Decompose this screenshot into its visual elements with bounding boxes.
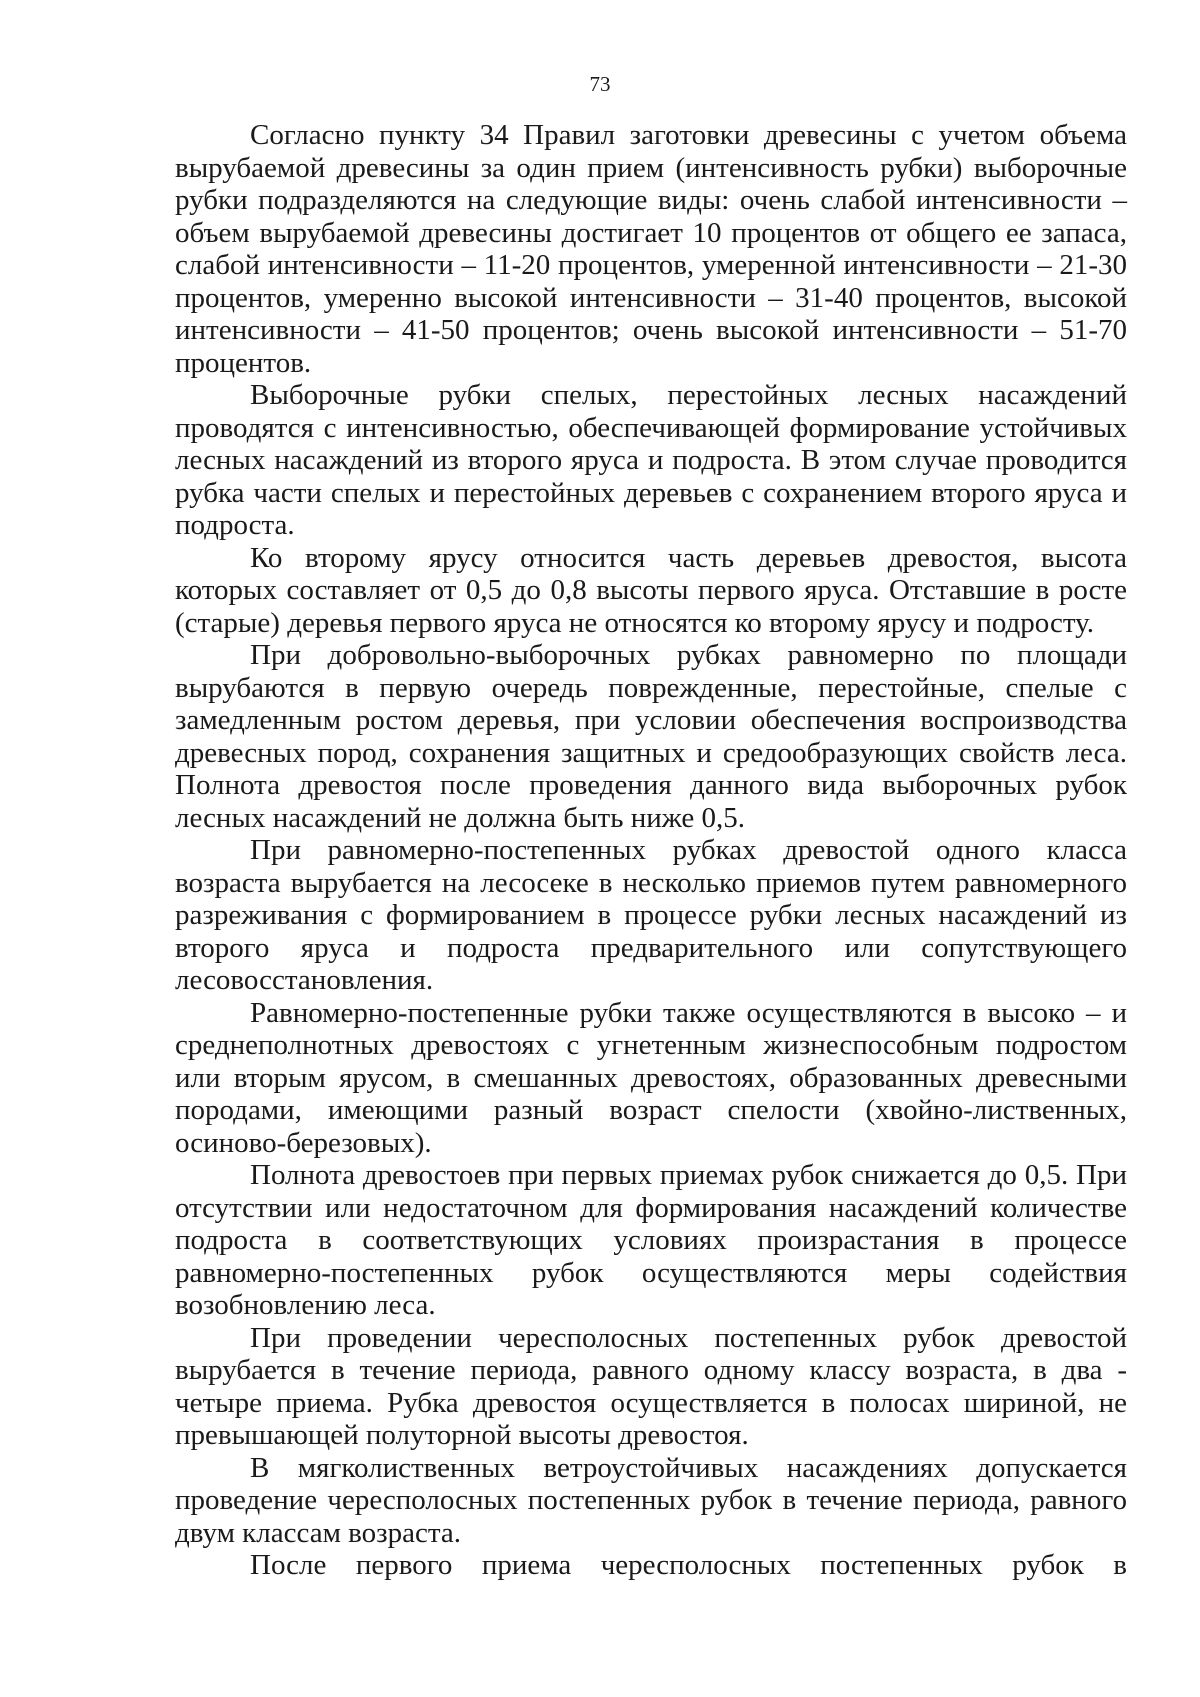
document-body xyxy=(175,119,1127,1582)
paragraph-10: После первого приема чересполосных постепенных рубок в xyxy=(250,1549,1127,1581)
paragraph-9: В мягколиственных ветроустойчивых насаждениях допускается проведение чересполосных постепенных рубок в течение периода, равного двум классам возраста. xyxy=(175,1451,1127,1549)
paragraph-6: Равномерно-постепенные рубки также осуществляются в высоко – и среднеполнотных древостоях с угнетенным жизнеспособным подростом или вторым ярусом, в смешанных древостоях, образованных древесными породами, имеющими разный возраст спелости (хвойно-лиственных, осиново-березовых). xyxy=(175,996,1127,1159)
paragraph-3: Ко второму ярусу относится часть деревьев древостоя, высота которых составляет от 0,5 до 0,8 высоты первого яруса. Отставшие в росте (старые) деревья первого яруса не относятся ко второму ярусу и подросту. xyxy=(175,541,1127,639)
paragraph-7: Полнота древостоев при первых приемах рубок снижается до 0,5. При отсутствии или недостаточном для формирования насаждений количестве подроста в соответствующих условиях произрастания в процессе равномерно-постепенных рубок осуществляются меры содействия возобновлению леса. xyxy=(175,1159,1127,1321)
page-number: 73 xyxy=(589,72,611,96)
paragraph-2: Выборочные рубки спелых, перестойных лесных насаждений проводятся с интенсивностью, обеспечивающей формирование устойчивых лесных насаждений из второго яруса и подроста. В этом случае проводится рубка части спелых и перестойных деревьев с сохранением второго яруса и подроста. xyxy=(175,379,1127,541)
paragraph-8: При проведении чересполосных постепенных рубок древостой вырубается в течение периода, равного одному классу возраста, в два - четыре приема. Рубка древостоя осуществляется в полосах шириной, не превышающей полуторной высоты древостоя. xyxy=(175,1321,1127,1451)
paragraph-4: При добровольно-выборочных рубках равномерно по площади вырубаются в первую очередь поврежденные, перестойные, спелые с замедленным ростом деревья, при условии обеспечения воспроизводства древесных пород, сохранения защитных и средообразующих свойств леса. Полнота древостоя после проведения данного вида выборочных рубок лесных насаждений не должна быть ниже 0,5. xyxy=(175,639,1127,834)
paragraph-1: Согласно пункту 34 Правил заготовки древесины с учетом объема вырубаемой древесины за один прием (интенсивность рубки) выборочные рубки подразделяются на следующие виды: очень слабой интенсивности – объем вырубаемой древесины достигает 10 процентов от общего ее запаса, слабой интенсивности – 11-20 процентов, умеренной интенсивности – 21-30 процентов, умеренно высокой интенсивности – 31-40 процентов, высокой интенсивности – 41-50 процентов; очень высокой интенсивности – 51-70 процентов. xyxy=(175,119,1127,379)
paragraph-5: При равномерно-постепенных рубках древостой одного класса возраста вырубается на лесосеке в несколько приемов путем равномерного разреживания с формированием в процессе рубки лесных насаждений из второго яруса и подроста предварительного или сопутствующего лесовосстановления. xyxy=(175,834,1127,996)
